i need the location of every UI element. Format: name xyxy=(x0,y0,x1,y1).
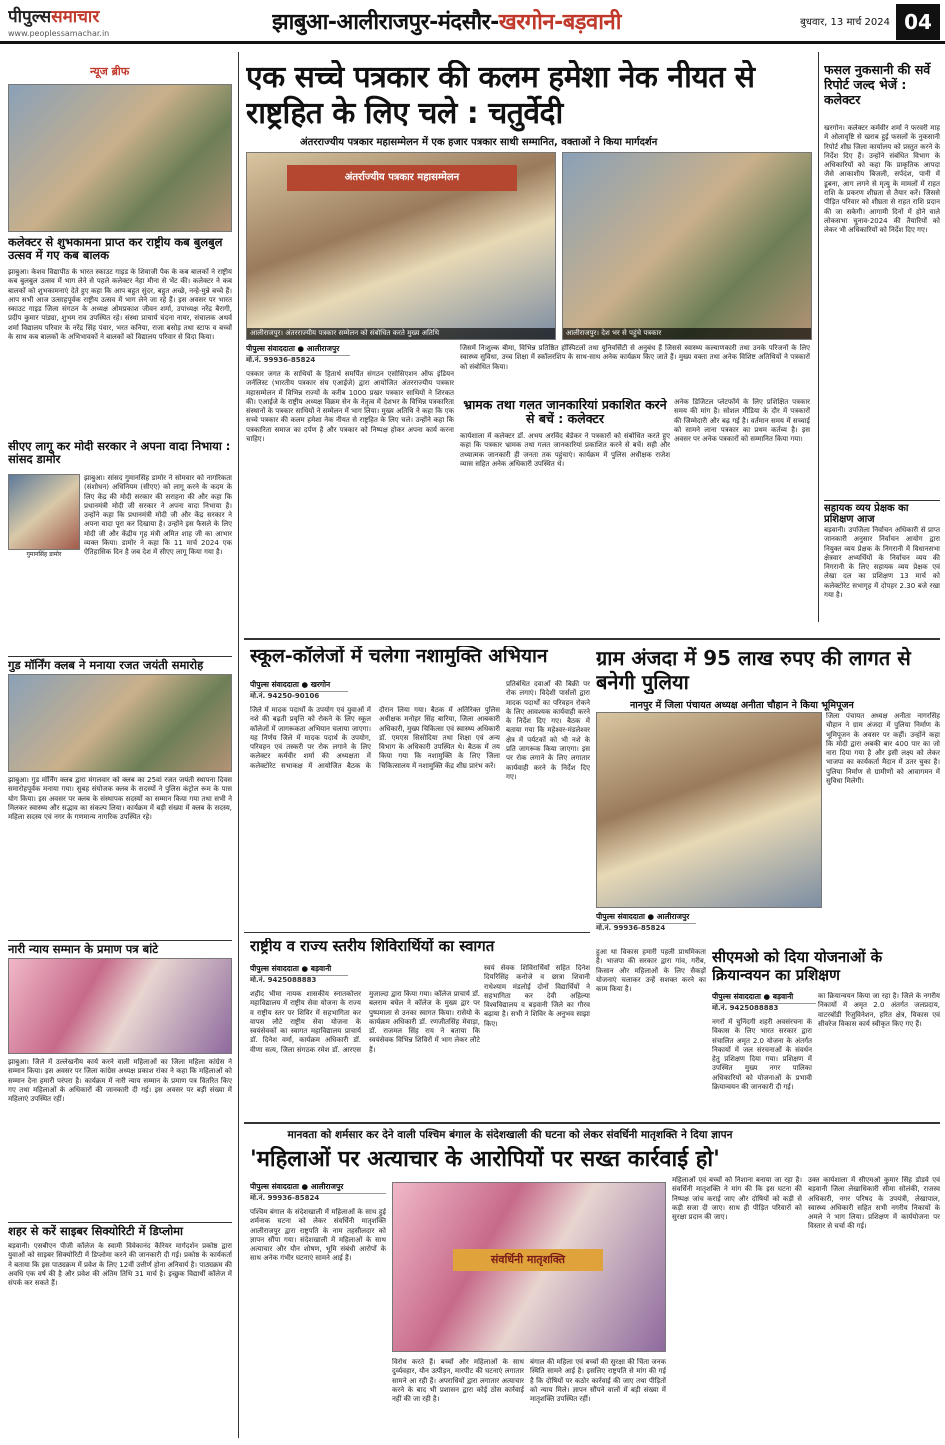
brand-logo xyxy=(8,4,198,40)
column-divider-right xyxy=(818,52,819,622)
logo-text-accent: समाचार xyxy=(51,7,100,27)
left-body-2b xyxy=(8,560,232,650)
mid-body-1: जिले में मादक पदार्थों के उपयोग एवं युवाओं में नशे की बढ़ती प्रवृत्ति को रोकने के लिए स्कूल कॉलेजों में जागरूकता अभियान चलाया जाएगा। यह निर्णय जिले में मादक पदार्थ के उपयोग, परिवहन एवं तस्करी पर रोक लगाने के लिए कलेक्टर कर्मवीर शर्मा की अध्यक्षता में कलेक्टोरेट सभाकक्ष में आयोजित बैठक के दौरान लिया गया। बैठक में अतिरिक्त पुलिस अधीक्षक मनोहर सिंह बारिया, जिला आबकारी अधिकारी, मुख्य चिकित्सा एवं स्वास्थ्य अधिकारी डॉ. एमएस सिसोदिया तथा शिक्षा एवं अन्य विभाग के अधिकारी उपस्थित थे। बैठक में तय किया गया कि नशामुक्ति के लिए जिला चिकित्सालय में नशामुक्ति केंद्र शीघ्र प्रारंभ करें। xyxy=(250,706,500,770)
mp-portrait-caption: गुमानसिंह डामोर xyxy=(26,551,62,558)
main-subhead: भ्रामक तथा गलत जानकारियां प्रकाशित करने से बचें : कलेक्टर xyxy=(463,398,667,426)
club-photo xyxy=(8,674,232,772)
left-headline-2: सीएए लागू कर मोदी सरकार ने अपना वादा निभाया : सांसद डामोर xyxy=(8,440,231,466)
left-body-5: बड़वानी। एसबीएन पीजी कॉलेज के स्वामी विवेकानंद कैरियर मार्गदर्शन प्रकोष्ठ द्वारा युवाओं को साइबर सिक्योरिटी में डिप्लोमा करने की जानकारी दी गई। प्रकोष्ठ के कार्यकर्ता ने बताया कि इस पाठ्यक्रम में प्रवेश के लिए 12वीं उत्तीर्ण होना अनिवार्य है। पाठ्यक्रम की अवधि एक वर्ष की है और प्रवेश की अंतिम तिथि 31 मार्च है। इच्छुक विद्यार्थी कॉलेज में संपर्क कर सकते हैं। xyxy=(8,1242,232,1288)
mid-phone-1: मो.नं. 94250-90106 xyxy=(250,692,320,700)
bottom-kicker: मानवता को शर्मसार कर देने वाली पश्चिम बंगाल के संदेशखाली की घटना को लेकर संवर्धिनी मातृशक्ति ने दिया ज्ञापन xyxy=(287,1129,733,1141)
mid-byline-1: पीपुल्स संवाददाता ● खरगोन xyxy=(250,680,348,692)
main-body-2: जिसमें निःशुल्क बीमा, विभिन्न प्रतिष्ठित हॉस्पिटलों तथा यूनिवर्सिटी से अनुबंध हैं जिससे स्वास्थ्य कल्याणकारी तथा उनके परिजनों के लिए स्वास्थ्य सुविधा, उच्च शिक्षा में स्कॉलरशिप के साथ-साथ अनेक कार्यक्रम किए जाते हैं। मुख्य वक्ता तथा अनेक विशिष्ट अतिथियों ने पत्रकारों को संबोधित किया। xyxy=(460,344,810,371)
website-url: www.peoplessamachar.in xyxy=(8,29,110,38)
section-rule-1 xyxy=(244,638,940,640)
bhoomipujan-photo xyxy=(596,712,822,908)
mp-portrait xyxy=(8,474,80,550)
conference-stage-photo xyxy=(246,152,556,340)
left-headline-5: शहर से करें साइबर सिक्योरिटी में डिप्लोमा xyxy=(8,1222,232,1238)
protest-photo xyxy=(392,1182,666,1352)
right-body-2: बड़वानी। उपजिला निर्वाचन अधिकारी से प्राप्त जानकारी अनुसार निर्वाचन आयोग द्वारा नियुक्त व्यय प्रेक्षक के निगरानी में विधानसभा क्षेत्रवार अभ्यर्थियों के निर्वाचन व्यय की निगरानी के लिए सहायक व्यय प्रेक्षक एवं लेखा दल का प्रशिक्षण 13 मार्च को कलेक्टोरेट सभागृह में दोपहर 2.30 बजे रखा गया है। xyxy=(824,526,940,600)
left-headline-4: नारी न्याय सम्मान के प्रमाण पत्र बांटे xyxy=(8,940,232,956)
mid-phone-3: मो.नं. 99936-85824 xyxy=(596,924,666,932)
mid-body-4b: का क्रियान्वयन किया जा रहा है। जिले के नगरीय निकायों में अमृत 2.0 अंतर्गत जलप्रदाय, वाटरबॉडी रिजुविनेशन, हरित क्षेत्र, विकास एवं सीवरेज विकास कार्य स्वीकृत किए गए हैं। xyxy=(818,992,940,1028)
bottom-body-1: पश्चिम बंगाल के संदेशखाली में महिलाओं के साथ हुई शर्मनाक घटना को लेकर संवर्धिनी मातृशक्ति आलीराजपुर द्वारा राष्ट्रपति के नाम तहसीलदार को ज्ञापन सौंपा गया। संदेशखाली में महिलाओं के साथ अत्याचार और यौन शोषण, भूमि संबंधी आरोपों के साथ अनेक गंभीर घटनाएं सामने आई हैं। xyxy=(250,1208,386,1263)
mid-headline-4: सीएमओ को दिया योजनाओं के क्रियान्वयन का प्रशिक्षण xyxy=(712,948,883,984)
news-brief-label: न्यूज ब्रीफ xyxy=(90,65,130,78)
bottom-phone: मो.नं. 99936-85824 xyxy=(250,1194,320,1202)
mid-body-4: नगरों में चुनिंदगी शहरी अवसंरचना के विकास के लिए भारत सरकार द्वारा संचालित अमृत 2.0 योजना के अंतर्गत निकायों में जल संरचनाओं के संवर्धन हेतु प्रशिक्षण दिया गया। प्रशिक्षण में उपस्थित मुख्य नगर पालिका अधिकारियों को योजनाओं के प्रभावी क्रियान्वयन की जानकारी दी गई। xyxy=(712,1018,812,1092)
region-title xyxy=(272,6,692,40)
photo-caption-2: आलीराजपुर। देश भर से पहुंचे पत्रकार xyxy=(563,328,811,339)
main-headline: एक सच्चे पत्रकार की कलम हमेशा नेक नीयत से राष्ट्रहित के लिए चले : चतुर्वेदी xyxy=(246,60,755,131)
mid-byline-3: पीपुल्स संवाददाता ● आलीराजपुर xyxy=(596,912,696,924)
mid-headline-2: राष्ट्रीय व राज्य स्तरीय शिविरार्थियों का स्वागत xyxy=(250,938,495,955)
mid-body-3: जिला पंचायत अध्यक्ष अनीता नागरसिंह चौहान ने ग्राम अंजदा में पुलिया निर्माण के भूमिपूजन के अवसर पर कहीं। उन्होंने कहा कि मोदी द्वारा अबकी बार 400 पार का जो नारा दिया गया है और इसी लक्ष्य को लेकर भाजपा का कार्यकर्ता मैदान में उतर चुका है। पुलिया निर्माण से ग्रामीणों को आवागमन में सुविधा मिलेगी। xyxy=(826,712,940,786)
mid-byline-2: पीपुल्स संवाददाता ● बड़वानी xyxy=(250,964,348,976)
region-title-red: खरगोन-बड़वानी xyxy=(498,10,621,35)
mid-byline-4: पीपुल्स संवाददाता ● बड़वानी xyxy=(712,992,816,1004)
bottom-byline: पीपुल्स संवाददाता ● आलीराजपुर xyxy=(250,1182,386,1194)
bottom-headline: 'महिलाओं पर अत्याचार के आरोपियों पर सख्त कार्रवाई हो' xyxy=(250,1147,720,1172)
photo-caption-1: आलीराजपुर। अंतरराज्यीय पत्रकार सम्मेलन को संबोधित करते मुख्य अतिथि xyxy=(247,328,555,339)
main-deck: अंतरराज्यीय पत्रकार महासम्मेलन में एक हजार पत्रकार साथी सम्मानित, वक्ताओं ने किया मार्गदर्शन xyxy=(300,137,658,148)
right-headline-1: फसल नुकसानी की सर्वे रिपोर्ट जल्द भेजें : कलेक्टर xyxy=(824,62,931,107)
bottom-body-3: बंगाल की महिला एवं बच्चों की सुरक्षा की चिंता जनक स्थिति सामने आई है। इसलिए राष्ट्रपति से मांग की गई है कि दोषियों पर कठोर कार्रवाई की जाए तथा पीड़ितों को न्याय मिले। ज्ञापन सौंपने वालों में बड़ी संख्या में मातृशक्ति उपस्थित रहीं। xyxy=(530,1358,666,1404)
conference-audience-photo xyxy=(562,152,812,340)
section-rule-2 xyxy=(244,932,590,933)
mid-body-1b: प्रतिबंधित दवाओं की बिक्री पर रोक लगाएं। विदेशी पार्सलों द्वारा मादक पदार्थों का परिवहन रोकने के लिए आवश्यक कार्यवाही करने के निर्देश दिए गए। बैठक में बताया गया कि महेश्वर-मंडलेश्वर क्षेत्र में पर्यटकों को भी नशे के प्रति जागरूक किया जाएगा। इस पर रोक लगाने के लिए लगातार कार्यवाही करने के निर्देश दिए गए। xyxy=(506,680,590,781)
mid-subhead-3: नानपुर में जिला पंचायत अध्यक्ष अनीता चौहान ने किया भूमिपूजन xyxy=(630,700,854,711)
left-body-1: झाबुआ। केशव विद्यापीठ के भारत स्काउट गाइड के शिवाजी पैक के कब बालकों ने राष्ट्रीय कब बुलबुल उत्सव में भाग लेने से पहले कलेक्टर नेहा मीना से भेंट की। कलेक्टर ने कब बालकों को शुभकामनाएं देते हुए कहा कि आप बहुत सुंदर, बहुत अच्छे, नन्हे-मुन्ने बच्चे हैं। आप सभी आज उत्साहपूर्वक राष्ट्रीय उत्सव में भाग लेने जा रहे हैं। इस अवसर पर भारत स्काउट गाइड जिला संगठन के अध्यक्ष ओमप्रकाश जीवन शर्मा, उपाध्यक्ष नरेंद्र बैरागी, प्रदीप कुमार पांड्या, शुभम राव उपस्थित रहे। संस्था प्राचार्य चंदना नायर, संचालक अथर्व शर्मा विद्यालय परिवार के नरेंद्र सिंह पंवार, भरत कनिया, राजा बसोड़ तथा स्टाफ व बच्चों के साथ कब बालकों के अभिभावकों ने बालकों को विद्यालय परिवार से विदा किया। xyxy=(8,268,232,342)
bottom-body-5: उक्त कार्यशाला में सीएमओ कुमार सिंह डोडवे एवं बड़वानी जिला लेखाधिकारी सीमा सोलंकी, राजस्व अधिकारी, नगर परिषद के उपयंत्री, लेखापाल, स्वास्थ्य अधिकारी सहित सभी नगरीय निकायों के अमले ने भाग लिया। प्रशिक्षण में कार्ययोजना पर विस्तार से चर्चा की गई। xyxy=(808,1176,940,1231)
main-phone: मो.नं. 99936-85824 xyxy=(246,356,316,364)
masthead xyxy=(0,0,945,44)
mid-phone-4: मो.नं. 9425088883 xyxy=(712,1004,779,1012)
bottom-body-2: विरोध करते हैं। बच्चों और महिलाओं के साथ दुर्व्यवहार, यौन उत्पीड़न, मारपीट की घटनाएं लगातार सामने आ रही हैं। अपराधियों द्वारा लगातार अत्याचार करने के बाद भी प्रशासन द्वारा कोई ठोस कार्रवाई नहीं की जा रही है। xyxy=(392,1358,524,1404)
left-body-3: झाबुआ। गुड मॉर्निंग क्लब द्वारा मंगलवार को क्लब का 25वां रजत जयंती स्थापना दिवस समारोहपूर्वक मनाया गया। सुबह संयोजक क्लब के सदस्यों ने पुलिस कंट्रोल रूम के पास योग किया। इस अवसर पर क्लब के संस्थापक सदस्यों का सम्मान किया गया तथा सभी ने मिलकर स्वास्थ्य और सद्भाव का संकल्प लिया। कार्यक्रम में बड़ी संख्या में क्लब के सदस्य, महिला सदस्य एवं नगर के गणमान्य नागरिक उपस्थित रहे। xyxy=(8,776,232,822)
mid-headline-3: ग्राम अंजदा में 95 लाख रुपए की लागत से बनेगी पुलिया xyxy=(596,646,911,694)
mid-phone-2: मो.नं. 9425088883 xyxy=(250,976,317,984)
mid-body-3b xyxy=(700,912,822,942)
column-divider-left xyxy=(238,52,239,1438)
protest-banner: संवर्धिनी मातृशक्ति xyxy=(453,1249,603,1271)
scouts-photo xyxy=(8,84,232,232)
main-body-1: पत्रकार जगत के साथियों के हितार्थ समर्पित संगठन एसोसिएशन ऑफ इंडियन जर्नलिस्ट (भारतीय पत्रकार संघ एआईजे) द्वारा आयोजित अंतरराज्यीय पत्रकार महासम्मेलन में विभिन्न राज्यों के करीब 1000 प्रखर पत्रकार साथियों ने शिरकत की। एआईजे के राष्ट्रीय अध्यक्ष विक्रम सेन के नेतृत्व में देशभर के विभिन्न पत्रकारिता संस्थानों के पत्रकार साथियों ने सम्मेलन में भाग लिया। मुख्य अतिथि ने कहा कि एक सच्चे पत्रकार की कलम हमेशा नेक नीयत से राष्ट्रहित के लिए चले। उन्होंने कहा कि पत्रकारिता समाज का दर्पण है और पत्रकार को निष्पक्ष होकर अपना कार्य करना चाहिए। xyxy=(246,370,454,444)
left-body-2a: झाबुआ। सांसद गुमानसिंह डामोर ने सोमवार को नागरिकता (संशोधन) अधिनियम (सीएए) को लागू करने के कदम के लिए केंद्र की मोदी सरकार की सराहना की और कहा कि प्रधानमंत्री मोदी जी सरकार ने अपना वादा निभाया है। उन्होंने कहा कि प्रधानमंत्री मोदी जी और केंद्र सरकार ने अपना वादा पूरा कर दिखाया है। उन्होंने इस फैसले के लिए मोदी जी और केंद्रीय गृह मंत्री अमित शाह जी का आभार व्यक्त किया। डामोर ने कहा कि 11 मार्च 2024 एक ऐतिहासिक दिन है जब देश में सीएए लागू किया गया है। xyxy=(84,474,232,557)
mid-headline-1: स्कूल-कॉलेजों में चलेगा नशामुक्ति अभियान xyxy=(250,646,548,667)
date: बुधवार, 13 मार्च 2024 xyxy=(800,17,890,28)
right-body-1: खरगोन। कलेक्टर कर्मवीर शर्मा ने फरवरी माह में ओलावृष्टि से खराब हुई फसलों के नुकसानी रिपोर्ट शीघ्र जिला कार्यालय को प्रस्तुत करने के निर्देश दिए हैं। उन्होंने संबंधित विभाग के अधिकारियों को कहा कि प्राकृतिक आपदा जैसे आकाशीय बिजली, सर्पदंश, पानी में डूबना, आग लगने से मृत्यु के मामलों में राहत राशि के प्रकरण शीघ्रता से तैयार करें। जिससे पीड़ित परिवार को शीघ्रता से राहत राशि प्रदान की जा सकेगी। आगामी दिनों में होने वाले लोकसभा चुनाव-2024 की तैयारियों को लेकर भी अधिकारियों को निर्देश दिए गए। xyxy=(824,124,940,235)
main-body-4: कार्यशाला में कलेक्टर डॉ. अभय अरविंद बेडेकर ने पत्रकारों को संबोधित करते हुए कहा कि पत्रकार भ्रामक तथा गलत जानकारियां प्रकाशित करने से बचें। सही और तथ्यात्मक जानकारी ही जनता तक पहुंचाएं। कार्यक्रम में पुलिस अधीक्षक राजेश व्यास सहित अनेक अधिकारी उपस्थित थे। xyxy=(460,432,670,468)
left-headline-1: कलेक्टर से शुभकामना प्राप्त कर राष्ट्रीय कब बुलबुल उत्सव में गए कब बालक xyxy=(8,236,223,262)
region-title-black: झाबुआ-आलीराजपुर-मंदसौर- xyxy=(272,10,499,35)
mid-body-2b: स्वयं सेवक शिविरार्थियों सहित दिनेश दियरिसिंह कनोजे व छात्रा शिवानी राधेश्याम मंडलोई दोनों विद्यार्थियों ने सहभागिता कर देवी अहिल्या विश्वविद्यालय व बड़वानी जिले का गौरव बढ़ाया है। सभी ने शिविर के अनुभव साझा किए। xyxy=(484,964,590,1028)
right-headline-2: सहायक व्यय प्रेक्षक का प्रशिक्षण आज xyxy=(824,500,940,525)
section-rule-3 xyxy=(244,1122,940,1124)
page-number: 04 xyxy=(896,4,940,40)
mid-body-2: शहीद भीमा नायक शासकीय स्नातकोत्तर महाविद्यालय में राष्ट्रीय सेवा योजना के राज्य व राष्ट्रीय स्तर पर शिविर में सहभागिता कर वापस लौटे राष्ट्रीय सेवा योजना के स्वयंसेवकों का स्वागत महाविद्यालय प्राचार्य डॉ. दिनेश वर्मा, कार्यक्रम अधिकारी डॉ. वीणा सत्य, जिला संगठक रमेश डॉ. आरएस मुजाल्दा द्वारा किया गया। कॉलेज प्राचार्य डॉ. बलराम बघेल ने कॉलेज के मुख्य द्वार पर पुष्पमाला से उनका स्वागत किया। रासेयो के कार्यक्रम अधिकारी डॉ. रणजीतसिंह मेवाड़ा, डॉ. राजमल सिंह राय ने बताया कि स्वयंसेवक विभिन्न शिविरों में भाग लेकर लौटे हैं। xyxy=(250,990,480,1054)
mid-body-3c: हुआ था विकास हमारी पहली प्राथमिकता है। भाजपा की सरकार द्वारा गांव, गरीब, किसान और महिलाओं के लिए सैकड़ों योजनाएं चलाकर उन्हें सशक्त करने का काम किया है। xyxy=(596,948,706,994)
main-body-3: अनेक डिजिटल प्लेटफॉर्म के लिए प्रशिक्षित पत्रकार समय की मांग है। सोशल मीडिया के दौर में पत्रकारों की जिम्मेदारी और बढ़ गई है। वर्तमान समय में सच्चाई को सामने लाना पत्रकार का प्रथम कर्तव्य है। इस अवसर पर अनेक पत्रकारों को सम्मानित किया गया। xyxy=(674,398,810,444)
logo-text: पीपुल्ससमाचार xyxy=(8,7,100,27)
women-award-photo xyxy=(8,958,232,1054)
left-headline-3: गुड मॉर्निंग क्लब ने मनाया रजत जयंती समारोह xyxy=(8,656,232,672)
bottom-body-4: महिलाओं एवं बच्चों को निशाना बनाया जा रहा है। संवर्धिनी मातृशक्ति ने मांग की कि इस घटना की निष्पक्ष जांच कराई जाए और दोषियों को कड़ी से कड़ी सजा दी जाए। साथ ही पीड़ित परिवारों को सुरक्षा प्रदान की जाए। xyxy=(672,1176,802,1222)
main-byline: पीपुल्स संवाददाता ● आलीराजपुर xyxy=(246,344,350,356)
left-body-4: झाबुआ। जिले में उल्लेखनीय कार्य करने वाली महिलाओं का जिला महिला कांग्रेस ने सम्मान किया। इस अवसर पर जिला कांग्रेस अध्यक्ष प्रकाश रांका ने कहा कि महिलाओं को सम्मान देना हमारी परंपरा है। कार्यक्रम में नारी न्याय सम्मान के प्रमाण पत्र वितरित किए गए तथा महिलाओं के अधिकारों की जानकारी दी गई। इस अवसर पर बड़ी संख्या में महिलाएं उपस्थित रहीं। xyxy=(8,1058,232,1104)
conference-banner: अंतर्राज्यीय पत्रकार महासम्मेलन xyxy=(287,165,517,191)
